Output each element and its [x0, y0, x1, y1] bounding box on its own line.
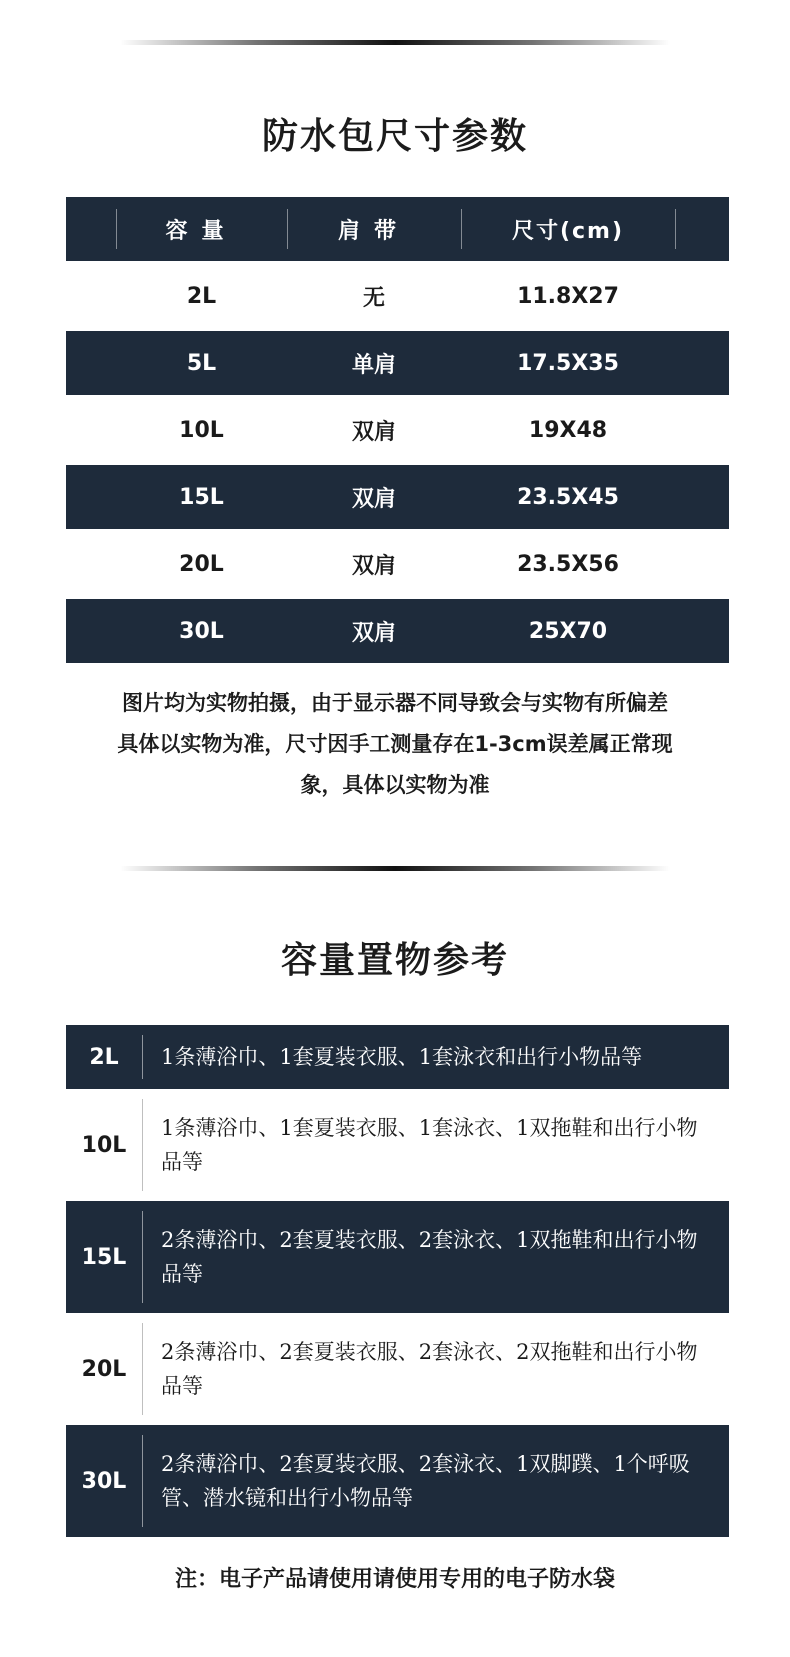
table-row	[66, 1201, 729, 1313]
row-size: 23.5X45	[517, 484, 619, 510]
size-table	[66, 197, 729, 663]
row-size: 23.5X56	[517, 551, 619, 577]
capacity-section-title: 容量置物参考	[280, 940, 509, 981]
row-capacity: 15L	[81, 1244, 127, 1270]
row-capacity: 20L	[81, 1356, 127, 1382]
table-row	[66, 1089, 729, 1201]
header-strap: 肩带	[337, 218, 410, 244]
table-row	[66, 1313, 729, 1425]
header-separator	[287, 209, 288, 249]
header-capacity: 容量	[165, 218, 238, 244]
row-strap: 无	[362, 285, 385, 311]
table-row	[66, 395, 729, 465]
row-capacity: 5L	[186, 350, 217, 376]
header-separator	[116, 209, 117, 249]
note-line: 图片均为实物拍摄，由于显示器不同导致会与实物有所偏差	[122, 691, 668, 715]
row-items: 2条薄浴巾、2套夏装衣服、2套泳衣、1双脚蹼、1个呼吸管、潜水镜和出行小物品等	[161, 1452, 690, 1510]
row-strap: 双肩	[351, 620, 396, 646]
size-table-header	[66, 197, 729, 261]
header-size: 尺寸(cm)	[511, 218, 625, 244]
row-strap: 双肩	[351, 553, 396, 579]
row-capacity: 30L	[179, 618, 224, 644]
row-items: 1条薄浴巾、1套夏装衣服、1套泳衣、1双拖鞋和出行小物品等	[161, 1116, 698, 1174]
note-line: 具体以实物为准，尺寸因手工测量存在1-3cm误差属正常现	[117, 732, 673, 756]
note-line: 象，具体以实物为准	[300, 773, 490, 797]
row-size: 17.5X35	[517, 350, 619, 376]
size-section-title: 防水包尺寸参数	[261, 116, 528, 157]
header-separator	[675, 209, 676, 249]
capacity-table	[66, 1025, 729, 1537]
table-row	[66, 331, 729, 395]
row-size: 11.8X27	[517, 283, 619, 309]
middle-divider	[120, 866, 670, 871]
row-capacity: 15L	[179, 484, 224, 510]
footer-note: 注：电子产品请使用请使用专用的电子防水袋	[174, 1567, 615, 1592]
row-items: 1条薄浴巾、1套夏装衣服、1套泳衣和出行小物品等	[161, 1045, 643, 1069]
table-row	[66, 529, 729, 599]
row-strap: 双肩	[351, 486, 396, 512]
table-row	[66, 1025, 729, 1089]
row-size: 19X48	[528, 417, 608, 443]
row-capacity: 2L	[186, 283, 217, 309]
table-row	[66, 1425, 729, 1537]
row-strap: 双肩	[351, 419, 396, 445]
row-capacity: 30L	[81, 1468, 127, 1494]
size-disclaimer-note	[60, 683, 730, 806]
table-row	[66, 599, 729, 663]
top-divider	[120, 40, 670, 45]
row-items: 2条薄浴巾、2套夏装衣服、2套泳衣、1双拖鞋和出行小物品等	[161, 1228, 698, 1286]
header-separator	[461, 209, 462, 249]
row-capacity: 20L	[179, 551, 224, 577]
row-capacity: 2L	[89, 1044, 119, 1070]
table-row	[66, 465, 729, 529]
row-size: 25X70	[528, 618, 608, 644]
row-capacity: 10L	[81, 1132, 127, 1158]
table-row	[66, 261, 729, 331]
row-capacity: 10L	[179, 417, 224, 443]
row-strap: 单肩	[351, 352, 396, 378]
row-items: 2条薄浴巾、2套夏装衣服、2套泳衣、2双拖鞋和出行小物品等	[161, 1340, 698, 1398]
